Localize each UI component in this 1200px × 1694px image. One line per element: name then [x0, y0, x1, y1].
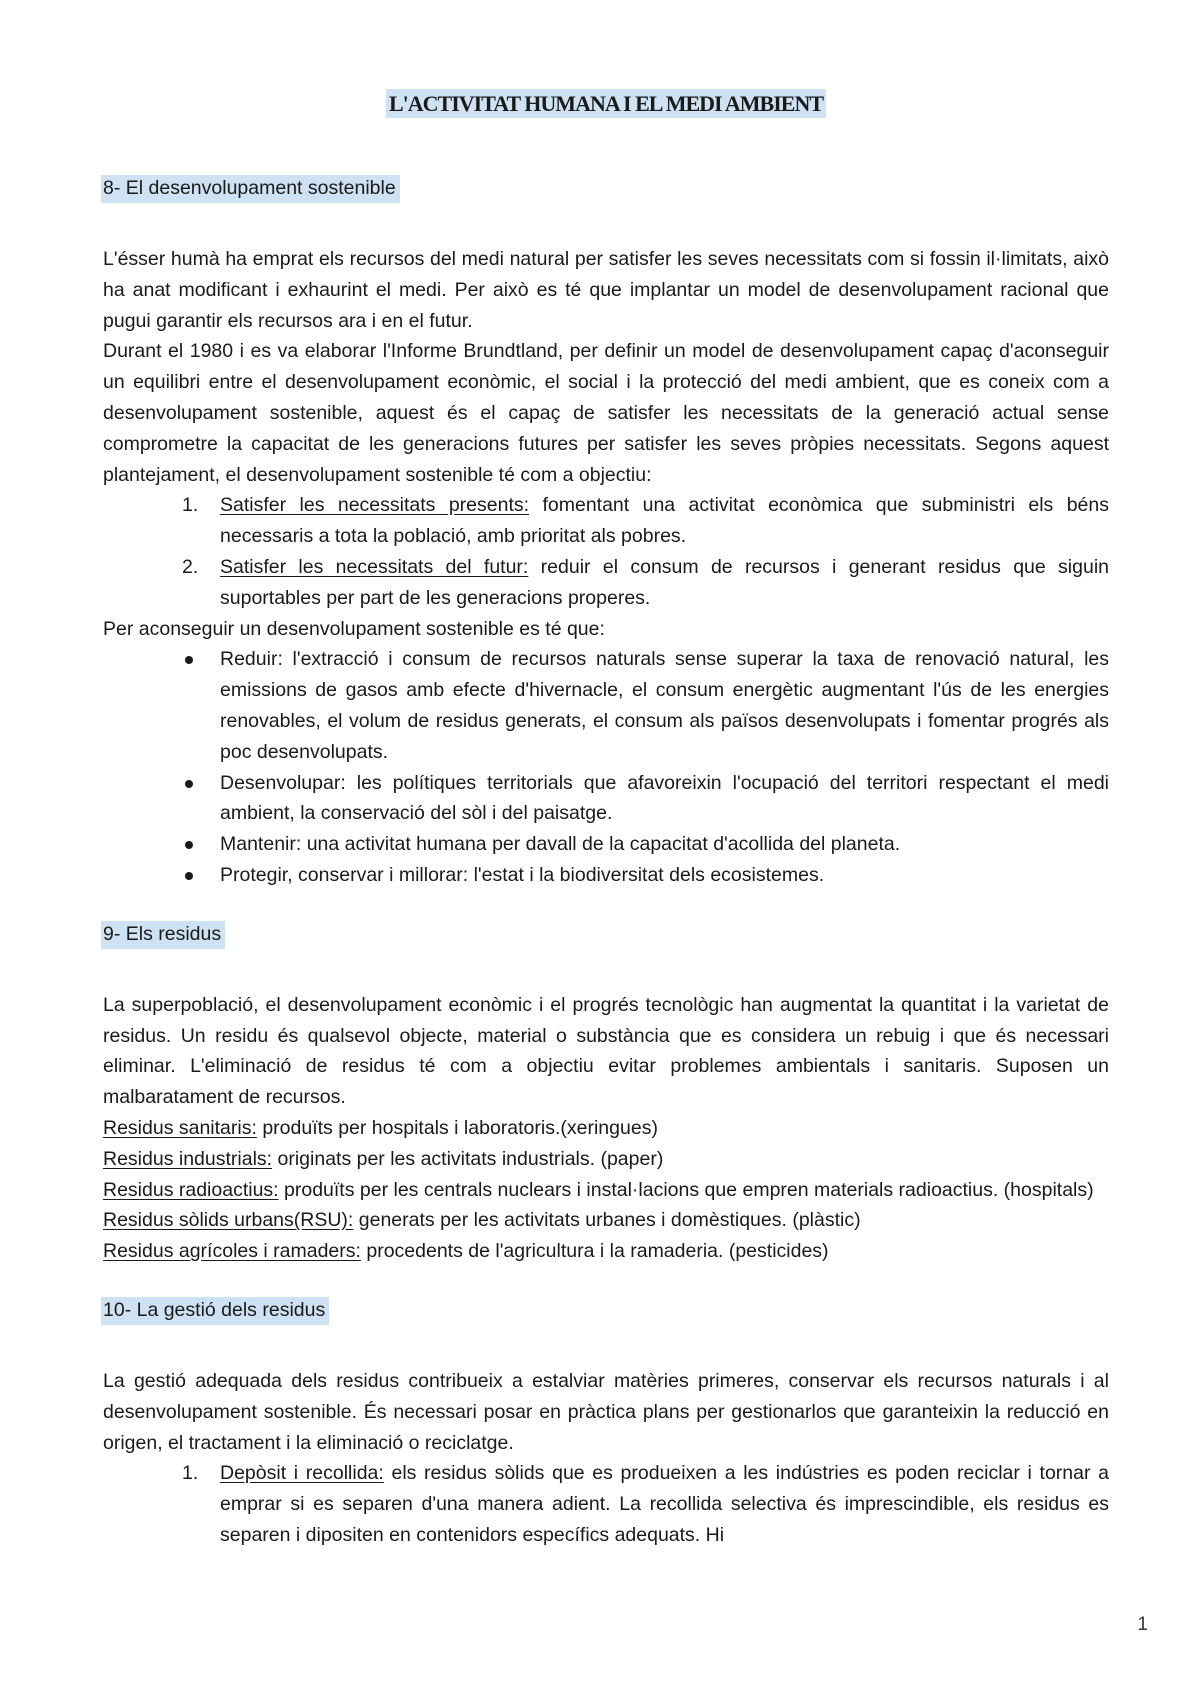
list-item: Mantenir: una activitat humana per davall de la capacitat d'acollida del planeta. — [103, 829, 1109, 860]
residue-type: Residus sòlids urbans(RSU): generats per les activitats urbanes i domèstiques. (plàstic) — [103, 1209, 861, 1232]
list-item: Desenvolupar: les polítiques territorials que afavoreixin l'ocupació del territori respectant el medi ambient, la conservació del sòl i del paisatge. — [103, 768, 1109, 830]
residue-type: Residus sanitaris: produïts per hospitals i laboratoris.(xeringues) — [103, 1116, 658, 1139]
section-10-heading: 10- La gestió dels residus — [101, 1297, 329, 1325]
list-number: 2. — [182, 555, 199, 578]
section-10-paragraph-1: La gestió adequada dels residus contribueix a estalviar matèries primeres, conservar els recursos naturals i al desenvolupament sostenible. És necessari posar en pràctica plans per gestionarlos que garanteixin la reducció en origen, el tractament i la eliminació o reciclatge. — [103, 1369, 1109, 1454]
objectives-list — [103, 490, 1109, 613]
bullet-icon — [185, 841, 193, 849]
list-number: 1. — [182, 494, 199, 517]
residue-type: Residus radioactius: produïts per les centrals nuclears i instal·lacions que empren materials radioactius. (hospitals) — [103, 1178, 1094, 1201]
bullet-icon — [185, 656, 193, 664]
list-item-text: reduir el consum de recursos i generant residus que siguin suportables per part de les generacions properes. — [220, 555, 1110, 609]
section-8-paragraph-3: Per aconseguir un desenvolupament sostenible es té que: — [103, 617, 605, 640]
page-number: 1 — [1137, 1614, 1148, 1635]
section-9-paragraph-1: La superpoblació, el desenvolupament econòmic i el progrés tecnològic han augmentat la quantitat i la varietat de residus. Un residu és qualsevol objecte, material o substància que es considera un rebuig i que és necessari eliminar. L'eliminació de residus té com a objectiu evitar problemes ambientals i sanitaris. Suposen un malbaratament de recursos. — [103, 993, 1109, 1109]
sustainability-bullets — [103, 644, 1109, 890]
document-page — [103, 82, 1109, 1551]
list-item-text: fomentant una activitat econòmica que subministri els béns necessaris a tota la població, amb prioritat als pobres. — [220, 494, 1109, 548]
list-item — [103, 552, 1109, 614]
section-9 — [103, 921, 1109, 1267]
list-item — [103, 1458, 1109, 1550]
list-item-label: Satisfer les necessitats del futur: — [220, 555, 529, 578]
list-item-text: els residus sòlids que es produeixen a les indústries es poden reciclar i tornar a emprar si es separen d'una manera adient. La recollida selectiva és imprescindible, els residus es separen i dipositen en contenidors específics adequats. Hi — [220, 1462, 1109, 1546]
management-list — [103, 1458, 1109, 1550]
section-9-heading: 9- Els residus — [101, 921, 225, 949]
list-item: Reduir: l'extracció i consum de recursos naturals sense superar la taxa de renovació natural, les emissions de gasos amb efecte d'hivernacle, el consum energètic augmentant l'ús de les energies renovables, el volum de residus generats, el consum als països desenvolupats i fomentar progrés als poc desenvolupats. — [103, 644, 1109, 767]
list-item-label: Depòsit i recollida: — [220, 1462, 384, 1485]
list-item-label: Satisfer les necessitats presents: — [220, 494, 530, 517]
section-8-paragraph-1: L'ésser humà ha emprat els recursos del medi natural per satisfer les seves necessitats com si fossin il·limitats, això ha anat modificant i exhaurint el medi. Per això es té que implantar un model de desenvolupament racional que pugui garantir els recursos ara i en el futur. — [103, 248, 1109, 332]
list-number: 1. — [182, 1462, 199, 1485]
section-8 — [103, 175, 1109, 891]
section-8-paragraph-2: Durant el 1980 i es va elaborar l'Informe Brundtland, per definir un model de desenvolupament capaç d'aconseguir un equilibri entre el desenvolupament econòmic, el social i la protecció del medi ambient, que es coneix com a desenvolupament sostenible, aquest és el capaç de satisfer les necessitats de la generació actual sense comprometre la capacitat de les generacions futures per satisfer les seves pròpies necessitats. Segons aquest plantejament, el desenvolupament sostenible té com a objectiu: — [103, 340, 1109, 486]
list-item: Protegir, conservar i millorar: l'estat i la biodiversitat dels ecosistemes. — [103, 860, 1109, 891]
bullet-icon — [185, 872, 193, 880]
document-title: L'ACTIVITAT HUMANA I EL MEDI AMBIENT — [103, 82, 1109, 119]
residue-type: Residus agrícoles i ramaders: procedents de l'agricultura i la ramaderia. (pesticides) — [103, 1240, 829, 1263]
section-10 — [103, 1297, 1109, 1551]
section-8-heading: 8- El desenvolupament sostenible — [101, 175, 400, 203]
list-item — [103, 490, 1109, 552]
bullet-icon — [185, 780, 193, 788]
residue-type: Residus industrials: originats per les activitats industrials. (paper) — [103, 1147, 664, 1170]
